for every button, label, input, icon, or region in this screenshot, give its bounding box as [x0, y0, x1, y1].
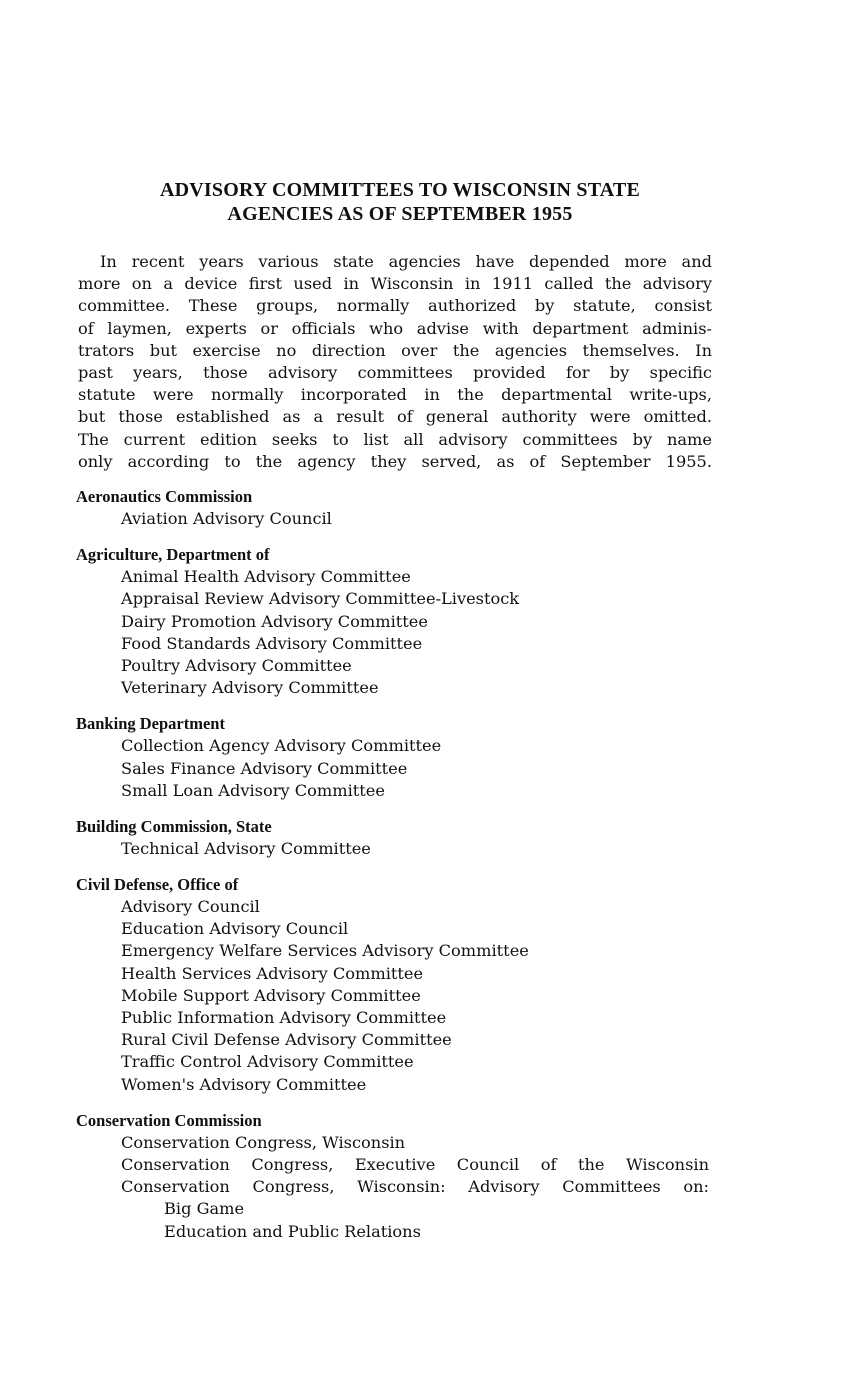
agency-list: [76, 486, 736, 1257]
agency-conservation: [76, 1110, 736, 1243]
committee-item: Emergency Welfare Services Advisory Committee: [121, 941, 529, 961]
committee-item: Rural Civil Defense Advisory Committee: [121, 1030, 452, 1050]
intro-line: of laymen, experts or officials who advise with department adminis-: [78, 318, 712, 338]
intro-line: only according to the agency they served, as of September 1955.: [78, 451, 712, 471]
subcommittee-item: Big Game: [164, 1199, 245, 1219]
committee-item: Poultry Advisory Committee: [121, 655, 352, 675]
committee-item: Aviation Advisory Council: [121, 509, 332, 528]
agency-name: Banking Department: [76, 714, 225, 734]
committee-item: Conservation Congress, Wisconsin: Advisory Committees on:: [121, 1177, 709, 1197]
committee-item: Dairy Promotion Advisory Committee: [121, 611, 428, 631]
agency-name: Building Commission, State: [76, 816, 272, 836]
intro-line: trators but exercise no direction over the agencies themselves. In: [78, 340, 712, 360]
agency-name: Civil Defense, Office of: [76, 875, 239, 895]
intro-line: but those established as a result of general authority were omitted.: [78, 407, 712, 427]
committee-item: Animal Health Advisory Committee: [121, 567, 411, 587]
committee-item: Technical Advisory Committee: [121, 838, 371, 858]
committee-item: Advisory Council: [121, 897, 260, 917]
committee-item: Food Standards Advisory Committee: [121, 633, 423, 653]
subcommittee-item: Education and Public Relations: [164, 1221, 421, 1241]
agency-agriculture: [76, 544, 736, 699]
intro-paragraph: [78, 251, 712, 473]
committee-item: Collection Agency Advisory Committee: [121, 736, 442, 756]
agency-civil-defense: [76, 874, 736, 1096]
committee-item: Education Advisory Council: [121, 919, 349, 939]
agency-aeronautics: [76, 486, 736, 530]
intro-line: statute were normally incorporated in the departmental write-ups,: [78, 385, 712, 405]
intro-line: In recent years various state agencies have depended more and: [100, 252, 712, 271]
page-title-line-2: AGENCIES AS OF SEPTEMBER 1955: [227, 203, 573, 225]
agency-name: Agriculture, Department of: [76, 545, 270, 565]
committee-item: Sales Finance Advisory Committee: [121, 758, 408, 778]
intro-line: The current edition seeks to list all advisory committees by name: [78, 429, 712, 449]
agency-name: Conservation Commission: [76, 1110, 262, 1130]
committee-item: Veterinary Advisory Committee: [121, 678, 379, 698]
committee-item: Women's Advisory Committee: [121, 1074, 367, 1094]
agency-banking: [76, 713, 736, 802]
agency-name: Aeronautics Commission: [76, 487, 253, 506]
committee-item: Small Loan Advisory Committee: [121, 780, 385, 800]
committee-item: Health Services Advisory Committee: [121, 963, 424, 983]
intro-line: committee. These groups, normally authorized by statute, consist: [78, 296, 712, 316]
committee-item: Conservation Congress, Wisconsin: [121, 1132, 406, 1152]
committee-item: Public Information Advisory Committee: [121, 1008, 447, 1027]
committee-item: Appraisal Review Advisory Committee-Livestock: [121, 589, 520, 609]
intro-line: past years, those advisory committees provided for by specific: [78, 362, 712, 382]
agency-building-commission: [76, 816, 736, 860]
page-title-line-1: ADVISORY COMMITTEES TO WISCONSIN STATE: [160, 179, 640, 201]
committee-item: Conservation Congress, Executive Council of the Wisconsin: [121, 1154, 709, 1174]
committee-item: Traffic Control Advisory Committee: [121, 1052, 414, 1072]
intro-line: more on a device first used in Wisconsin in 1911 called the advisory: [78, 274, 712, 294]
committee-item: Mobile Support Advisory Committee: [121, 985, 421, 1005]
